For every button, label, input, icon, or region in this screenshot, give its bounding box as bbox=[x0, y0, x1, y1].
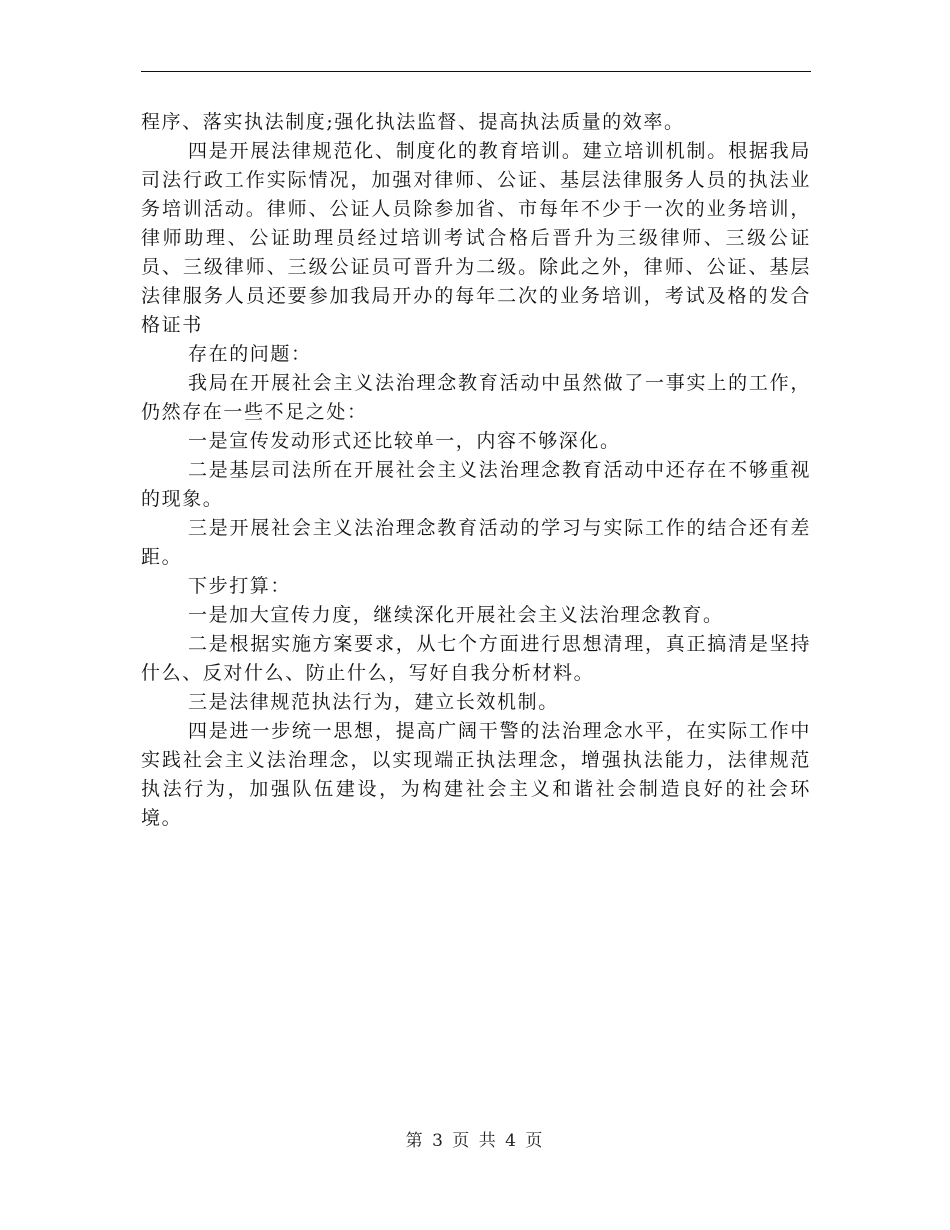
list-item: 三是法律规范执法行为，建立长效机制。 bbox=[188, 691, 559, 713]
section-heading-next-steps: 下步打算： bbox=[188, 575, 292, 597]
page-number-footer: 第 3 页 共 4 页 bbox=[405, 1131, 545, 1151]
paragraph: 四是开展法律规范化、制度化的教育培训。建立培训机制。根据我局司法行政工作实际情况，加强对律师、公证、基层法律服务人员的执法业务培训活动。律师、公证人员除参加省、市每年不少于一次的业务培训，律师助理、公证助理员经过培训考试合格后晋升为三级律师、三级公证员、三级律师、三级公证员可晋升为二级。除此之外，律师、公证、基层法律服务人员还要参加我局开办的每年二次的业务培训，考试及格的发合格证书 bbox=[141, 140, 811, 336]
list-item: 二是根据实施方案要求，从七个方面进行思想清理，真正搞清是坚持什么、反对什么、防止什么，写好自我分析材料。 bbox=[141, 633, 811, 684]
section-heading-problems: 存在的问题： bbox=[188, 343, 312, 365]
list-item: 二是基层司法所在开展社会主义法治理念教育活动中还存在不够重视的现象。 bbox=[141, 459, 811, 510]
list-item: 一是加大宣传力度，继续深化开展社会主义法治理念教育。 bbox=[188, 604, 724, 626]
paragraph: 程序、落实执法制度;强化执法监督、提高执法质量的效率。 bbox=[141, 111, 685, 133]
list-item: 四是进一步统一思想，提高广阔干警的法治理念水平，在实际工作中实践社会主义法治理念，以实现端正执法理念，增强执法能力，法律规范执法行为，加强队伍建设，为构建社会主义和谐社会制造良好的社会环境。 bbox=[141, 720, 811, 829]
document-body bbox=[141, 108, 811, 833]
list-item: 一是宣传发动形式还比较单一，内容不够深化。 bbox=[188, 430, 621, 452]
list-item: 三是开展社会主义法治理念教育活动的学习与实际工作的结合还有差距。 bbox=[141, 517, 811, 568]
header-rule bbox=[141, 71, 811, 72]
paragraph: 我局在开展社会主义法治理念教育活动中虽然做了一事实上的工作，仍然存在一些不足之处： bbox=[141, 372, 811, 423]
